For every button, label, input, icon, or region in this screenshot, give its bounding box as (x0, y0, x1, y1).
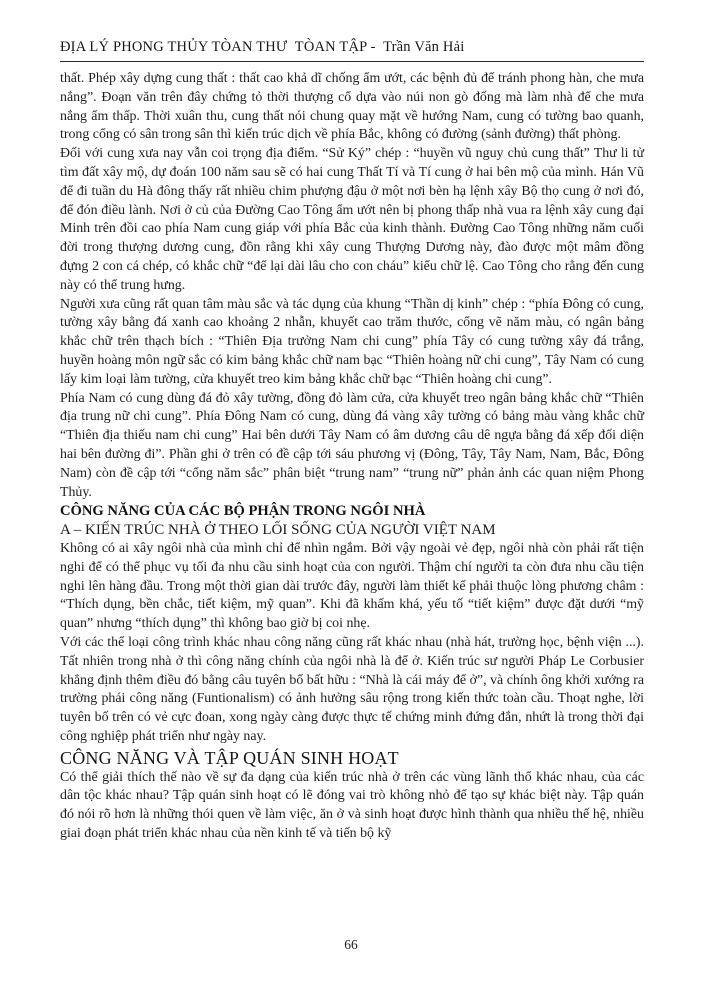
body-paragraph-mau-sac: Người xưa cũng rất quan tâm màu sắc và tác dụng của khung “Thần dị kinh” chép : “phía Đông có cung, tường xây bằng đá xanh cao khoảng 2 nhẫn, khuyết cao trăm thước, cổng vẽ năm màu, có ngân bảng khắc chữ trên thạch bích : “Thiên Địa trưởng Nam chi cung” phía Tây có cung tường xây đá trắng, huyền hoàng môn ngữ sắc có kim bảng khắc chữ nam bạc “Thiên hoàng nữ chi cung”, Tây Nam có cung lấy kim loại làm tường, cửa khuyết treo kim bảng khắc chữ bạc “Thiên hoàng chi cung”. (60, 296, 644, 387)
page-footer (0, 936, 702, 954)
page-body (60, 70, 644, 844)
body-paragraph-cung-that: thất. Phép xây dựng cung thất : thất cao khả dĩ chống ẩm ướt, các bệnh đủ để tránh phong hàn, che mưa nắng”. Đoạn văn trên đây chứng tỏ thời thượng cổ dựa vào núi non gò đống mà làm nhà để che mưa nắng ẩm thấp. Thời xuân thu, cung thất nói chung quay mặt về hướng Nam, cung có tường bao quanh, trong cổng có sân trong sân thì kiến trúc dịch về phía Bắc, không có đường (sảnh đường) thất phòng. (60, 71, 644, 143)
header-rule (60, 61, 644, 62)
sub-heading-kien-truc-nha-o: A – KIẾN TRÚC NHÀ Ở THEO LỐI SỐNG CỦA NGƯỜI VIỆT NAM (60, 522, 496, 539)
body-paragraph-phia-nam: Phía Nam có cung dùng đá đỏ xây tường, đồng đỏ làm cửa, cửa khuyết treo ngân bảng khắc chữ “Thiên địa trung nữ chi cung”. Phía Đông Nam có cung, dùng đá vàng xây tường có bảng màu vàng khắc chữ “Thiên địa thiếu nam chi cung” Hai bên dưới Tây Nam có âm dương câu dê ngựa bằng đá xếp đối diện hai bên đường đi”. Phần ghi ở trên có đề cập tới sáu phương vị (Đông, Tây, Tây Nam, Nam, Bắc, Đông Nam) còn đề cập tới “cổng năm sắc” phân biệt “trung nam” “trung nữ” phản ảnh các quan niệm Phong Thủy. (60, 390, 644, 500)
body-paragraph-dia-diem: Đối với cung xưa nay vẫn coi trọng địa điểm. “Sử Ký” chép : “huyền vũ nguy chủ cung thất” Thư li tử tìm đất xây mộ, dự đoán 100 năm sau sẽ có hai cung Thất Tí và Tí cung ở hai bên mộ của mình. Hán Vũ để đi tuần du Hà đông thấy rất nhiều chim phượng đậu ở một nơi bèn hạ lệnh xây Bộ thọ cung ở nơi đó, để đón điều lành. Nơi ở củ của Đường Cao Tông ẩm ướt nên bị phong thấp nhà vua ra lệnh xây cung đại Minh trên đồi cao phía Nam cung giáp với phía Bắc của kinh thành. Đường Cao Tông những năm cuối đời trong thượng dương cung, đồn rằng khi xây cung Thượng Dương này, đào được một mâm đồng đựng 2 con cá chép, có khắc chữ “để lại dài lâu cho con cháu” kiểu chữ lệ. Cao Tông cho rằng đến cung này có thể trung hưng. (60, 146, 644, 293)
chapter-heading-cong-nang-tap-quan: CÔNG NĂNG VÀ TẬP QUÁN SINH HOẠT (60, 747, 399, 768)
section-heading-cong-nang-bo-phan: CÔNG NĂNG CỦA CÁC BỘ PHẬN TRONG NGÔI NHÀ (60, 503, 426, 520)
body-paragraph-khong-co-ai: Không có ai xây ngôi nhà của mình chỉ để nhìn ngắm. Bởi vậy ngoài vẻ đẹp, ngôi nhà còn phải rất tiện nghi để có thể phục vụ tối đa nhu cầu sinh hoạt của con người. Thậm chí người ta còn đưa nhu cầu tiện nghi lên hàng đầu. Trong một thời gian dài trước đây, người làm thiết kế phải thuộc lòng phương châm : “Thích dụng, bền chắc, tiết kiệm, mỹ quan”. Khi đã khấm khá, yếu tố “tiết kiệm” được đặt dưới “mỹ quan” nhưng “thích dụng” thì không bao giờ bị coi nhẹ. (60, 540, 644, 632)
page-number: 66 (344, 937, 358, 952)
running-header-title: ĐỊA LÝ PHONG THỦY TÒAN THƯ TÒAN TẬP - Trần Văn Hải (60, 39, 465, 55)
body-paragraph-the-loai-cong-trinh: Với các thể loại công trình khác nhau công năng cũng rất khác nhau (nhà hát, trường học, bệnh viện ...). Tất nhiên trong nhà ở thì công năng chính của ngôi nhà là để ở. Kiến trúc sư người Pháp Le Corbusier khẳng định thêm điều đó bằng câu tuyên bố bất hữu : “Nhà là cái máy để ở”, và chính ông khởi xướng ra trường phái công năng (Funtionalism) có ảnh hưởng sâu rộng trong kiến thức toàn cầu. Thoạt nghe, lời tuyên bố trên có vẻ cực đoan, xong ngày càng được thực tế chứng minh đứng đắn, nhứt là trong thời đại công nghiệp phát triển như ngày nay. (60, 634, 644, 744)
page-header (60, 38, 644, 70)
body-paragraph-giai-thich: Có thể giải thích thế nào về sự đa dạng của kiến trúc nhà ở trên các vùng lãnh thổ khác nhau, của các dân tộc khác nhau? Tập quán sinh hoạt có lẽ đóng vai trò không nhỏ để tạo sự khác biệt này. Tập quán đó nói rõ hơn là những thói quen về làm việc, ăn ở và sinh hoạt được hình thành qua nhiều thế hệ, nhiều giai đoạn phát triển khác nhau của nền kinh tế và tiến bộ kỹ (60, 769, 644, 842)
